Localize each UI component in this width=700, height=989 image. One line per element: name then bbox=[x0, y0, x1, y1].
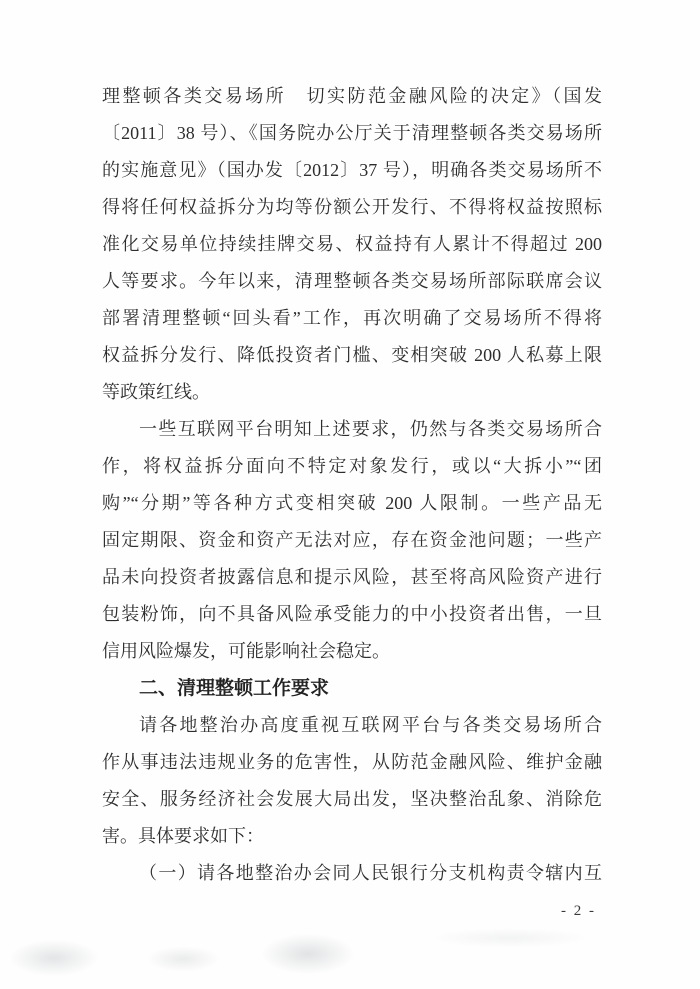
body-text-line: 的实施意见》（国办发〔2012〕37 号），明确各类交易场所不 bbox=[102, 160, 602, 180]
body-text-line: 人等要求。今年以来，清理整顿各类交易场所部际联席会议 bbox=[102, 271, 602, 291]
scan-smudge bbox=[430, 928, 590, 948]
page-number: - 2 - bbox=[561, 903, 596, 919]
body-text-line: 得将任何权益拆分为均等份额公开发行、不得将权益按照标 bbox=[102, 197, 602, 217]
scan-smudge bbox=[262, 934, 354, 974]
body-text-line: 部署清理整顿“回头看”工作，再次明确了交易场所不得将 bbox=[102, 308, 602, 328]
body-text-line: 权益拆分发行、降低投资者门槛、变相突破 200 人私募上限 bbox=[102, 345, 602, 365]
body-text-line: 作从事违法违规业务的危害性，从防范金融风险、维护金融 bbox=[102, 752, 602, 772]
body-text-line: 作，将权益拆分面向不特定对象发行，或以“大拆小”“团 bbox=[102, 456, 602, 476]
body-text-line: 请各地整治办高度重视互联网平台与各类交易场所合 bbox=[139, 715, 602, 735]
body-text-line: 信用风险爆发，可能影响社会稳定。 bbox=[102, 641, 390, 661]
body-text-line: 包装粉饰，向不具备风险承受能力的中小投资者出售，一旦 bbox=[102, 604, 602, 624]
body-text-line: 理整顿各类交易场所 切实防范金融风险的决定》（国发 bbox=[102, 86, 602, 106]
body-text-line: 固定期限、资金和资产无法对应，存在资金池问题；一些产 bbox=[102, 530, 602, 550]
body-text-line: 等政策红线。 bbox=[102, 382, 210, 402]
body-text-line: 害。具体要求如下： bbox=[102, 826, 264, 846]
body-text-line: 品未向投资者披露信息和提示风险，甚至将高风险资产进行 bbox=[102, 567, 602, 587]
document-body bbox=[102, 78, 602, 892]
scan-smudge bbox=[146, 946, 220, 972]
body-text-line: （一）请各地整治办会同人民银行分支机构责令辖内互 bbox=[139, 863, 602, 883]
scan-smudge bbox=[10, 940, 98, 976]
body-text-line: 购”“分期”等各种方式变相突破 200 人限制。一些产品无 bbox=[102, 493, 602, 513]
body-text-line: 〔2011〕38 号）、《国务院办公厅关于清理整顿各类交易场所 bbox=[102, 123, 602, 143]
body-text-line: 准化交易单位持续挂牌交易、权益持有人累计不得超过 200 bbox=[102, 234, 602, 254]
body-text-line: 一些互联网平台明知上述要求，仍然与各类交易场所合 bbox=[139, 419, 602, 439]
body-text-line: 安全、服务经济社会发展大局出发，坚决整治乱象、消除危 bbox=[102, 789, 602, 809]
section-heading: 二、清理整顿工作要求 bbox=[139, 678, 330, 699]
